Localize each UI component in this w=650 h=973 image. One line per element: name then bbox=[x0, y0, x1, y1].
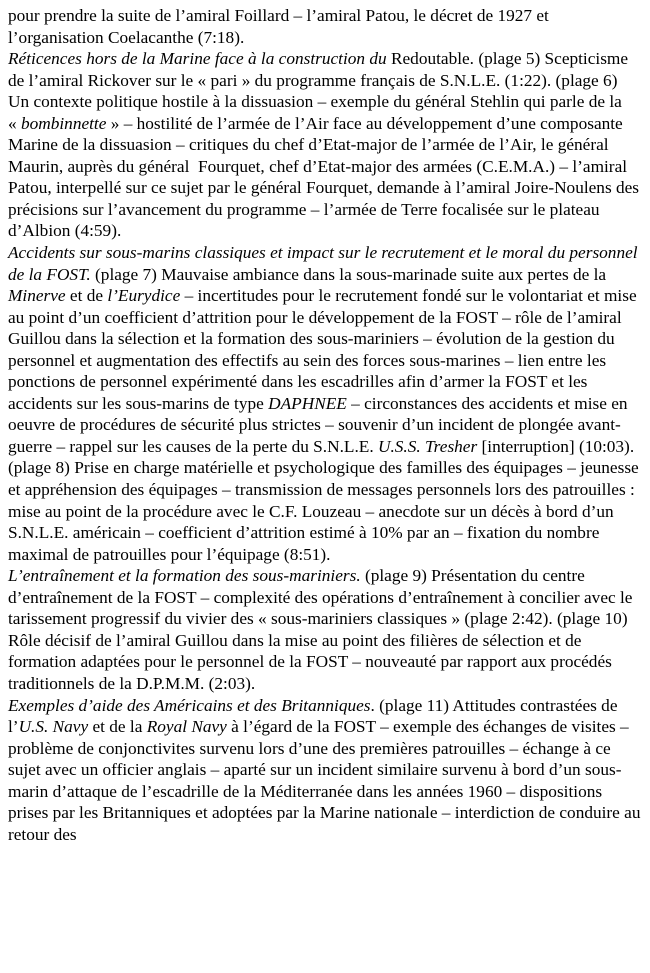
text-run: pour prendre la suite de l’amiral Foillard – l’amiral Patou, le décret de 1927 et l’organisation Coelacanthe (7:18). bbox=[8, 6, 554, 47]
paragraph bbox=[8, 242, 642, 565]
paragraph bbox=[8, 695, 645, 846]
italic-text-run: L’entraînement et la formation des sous-mariniers. bbox=[8, 566, 365, 586]
text-run: à l’égard de la FOST – exemple des échanges de visites – problème de conjonctivites survenu lors d’une des premières patrouilles – échange à ce sujet avec un officier anglais – aparté sur un incident similaire survenu à bord d’un sous-marin d’attaque de l’escadrille de la Méditerranée dans les années 1960 – dispositions prises par les Britanniques et adoptées par la Marine nationale – interdiction de conduire au retour des bbox=[8, 717, 645, 844]
italic-text-run: Accidents sur sous-marins classiques et impact sur le recrutement et le moral du personnel de la FOST. bbox=[8, 243, 642, 284]
italic-text-run: Réticences hors de la Marine face à la construction du bbox=[8, 49, 391, 69]
italic-text-run: Exemples d’aide des Américains et des Britanniques bbox=[8, 695, 371, 715]
paragraph bbox=[8, 565, 642, 694]
paragraph bbox=[8, 48, 642, 242]
italic-text-run: bombinnette bbox=[20, 113, 107, 133]
italic-text-run: U.S. Navy bbox=[18, 717, 89, 737]
text-run: (plage 7) Mauvaise ambiance dans la sous-marinade suite aux pertes de la bbox=[95, 264, 611, 284]
text-run: – incertitudes pour le recrutement fondé sur le volontariat et mise au point d’un coefficient d’attrition pour le développement de la FOST – rôle de l’amiral Guillou dans la sélection et la formation des sous-mariniers – évolution de la gestion du personnel et augmentation des effectifs au sein des forces sous-marines – lien entre les ponctions de personnel expérimenté dans les escadrilles afin d’armer la FOST et les accidents sur les sous-marins de type bbox=[8, 286, 641, 413]
italic-text-run: l’Eurydice bbox=[107, 286, 181, 306]
italic-text-run: Minerve bbox=[8, 286, 66, 306]
document-text bbox=[8, 5, 645, 845]
paragraph bbox=[8, 5, 642, 48]
italic-text-run: U.S.S. Tresher bbox=[377, 436, 478, 456]
italic-text-run: Royal Navy bbox=[146, 717, 227, 737]
text-run: – circonstances des accidents et mise en oeuvre de procédures de sécurité plus strictes – souvenir d’un incident de plongée avant-guerre – rappel sur les causes de la perte du S.N.L.E. bbox=[8, 393, 632, 456]
text-run: Redoutable. (plage 5) Scepticisme de l’amiral Rickover sur le « pari » du programme français de S.N.L.E. (1:22). (plage 6) Un contexte politique hostile à la dissuasion – exemple du général Stehlin qui parle de la « bbox=[8, 49, 633, 133]
text-run: et de la bbox=[88, 717, 147, 737]
text-run: [interruption] (10:03). (plage 8) Prise en charge matérielle et psychologique des familles des équipages – jeunesse et appréhension des équipages – transmission de messages personnels lors des patrouilles : mise au point de la procédure avec le C.F. Louzeau – anecdote sur un décès à bord d’un S.N.L.E. américain – coefficient d’attrition estimé à 10% par an – fixation du nombre maximal de patrouilles pour l’équipage (8:51). bbox=[8, 436, 644, 564]
text-run: (plage 9) Présentation du centre d’entraînement de la FOST – complexité des opérations d’entraînement à concilier avec le tarissement progressif du vivier des « sous-mariniers classiques » (plage 2:42). (plage 10) Rôle décisif de l’amiral Guillou dans la mise au point des filières de sélection et de formation adaptées pour le personnel de la FOST – nouveauté par rapport aux procédés traditionnels de la D.P.M.M. (2:03). bbox=[8, 566, 637, 693]
text-run: » – hostilité de l’armée de l’Air face au développement d’une composante Marine de la dissuasion – critiques du chef d’Etat-major de l’armée de l’Air, le général Maurin, auprès du général Fourquet, chef d’Etat-major des armées (C.E.M.A.) – l’amiral Patou, interpellé sur ce sujet par le général Fourquet, demande à l’amiral Joire-Noulens des précisions sur l’avancement du programme – l’armée de Terre focalisée sur le plateau d’Albion (4:59). bbox=[8, 113, 644, 241]
italic-text-run: DAPHNEE bbox=[268, 393, 347, 413]
text-run: et de bbox=[65, 286, 108, 306]
text-run: . (plage 11) Attitudes contrastées de l’ bbox=[8, 695, 622, 737]
